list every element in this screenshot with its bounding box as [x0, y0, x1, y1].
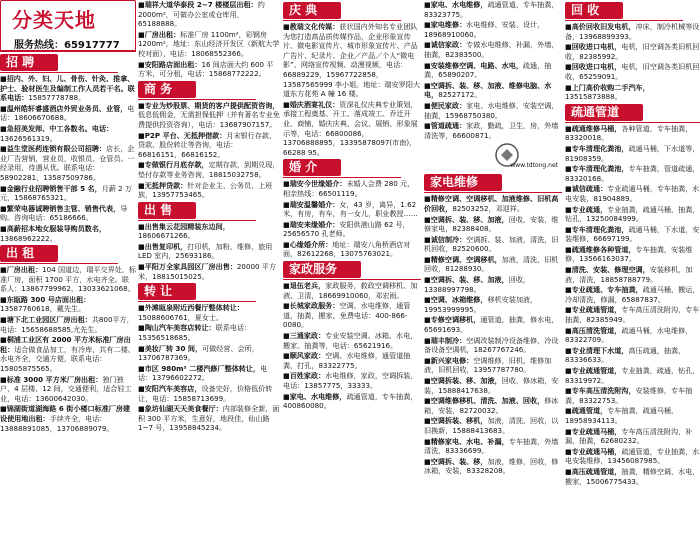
classified-ad: ■专业疏通管道，专业抽粪，疏通，钻孔，83319972。 — [565, 366, 700, 385]
classified-ad: ■空调拆装、移机，加液，清洗、回收，以旧换新，15888413683。 — [424, 416, 559, 435]
classified-ad: ■长城家政服务：空调、水电维修，通管道，抽粪，搬家，免费电话：400-866-0080。 — [283, 301, 411, 330]
section-chuzu: 出 租 — [0, 245, 58, 262]
classified-ad: ■疏通维修各种管道，专车抽粪，安装维修，13566163037。 — [565, 244, 693, 264]
ads-huishou — [565, 22, 700, 102]
classified-ad: ■专业为炒股票、期货的客户提供配资咨询，低息低佣金，无需担保低押（并有著名专业免费提供投资咨询），电话：13687907157。 — [138, 100, 280, 129]
classified-ad: ■家电、水电维修，疏通管道，专车抽粪，400860080。 — [283, 391, 418, 411]
classified-ad: ■空调拆、装、移，加液，维修，回收，修冰箱，安装，83328208。 — [424, 456, 559, 476]
classified-ad: ■便民家政：家电、水电维修，安装空调，抽粪，15968750380。 — [424, 100, 559, 120]
classified-ad: ■专业疏通、专车抽粪，疏通马桶，搬运，冷却清洗，修漏，65887837。 — [565, 285, 700, 304]
classified-ad: ■美妆厂转 30 间，可做经营、会所，13706787369。 — [138, 343, 259, 363]
classified-ad: ■瑞安来缘婚介：安阳供港山路 62 号，25656570 孔老师。 — [283, 219, 410, 239]
classified-ad: ■金融行业招聘销售干部 5 名，月薪 2 万元，15868765321。 — [0, 183, 133, 203]
classified-ad: ■厂房出租：标准厂房 1100m²，彩钢房 1200m²，地址：东山经济开发区（新航大学校对面），电话：18068552366。 — [138, 29, 280, 58]
classified-ad: ■专做银行月底存款，定期存款，到期兑现，垫付存款等业务咨询，18815032758。 — [138, 160, 280, 179]
ads-jiazheng — [283, 281, 421, 411]
classified-ad: ■回收进口电机，电机，旧空调各类旧机回收，82385992。 — [565, 42, 700, 61]
column-5 — [565, 0, 700, 544]
classified-ad: ■急招美发师、中工各数名。电话：13626561319。 — [0, 123, 114, 143]
classified-ad: ■P2P 平台、无抵押借款：月末银行存款、贷款、股份转让等咨询，电话：66816151，66816152。 — [138, 130, 277, 159]
classified-ad: ■瑞安温馨婚介：女，43 岁，离异，1.62 米，有房，有车，有一女儿，职业教授…… — [283, 199, 418, 219]
classified-ad: ■市区 980m² 二楼汽修厂整体转让，电话：13796602272。 — [138, 363, 268, 383]
classified-ad: ■塘下北工业园区厂房出租：共800平方，电话：15658688585,尤先生。 — [0, 315, 134, 334]
classified-ad: ■精修家电、水电、补漏，专车抽粪，外墙清洗，83336699。 — [424, 436, 559, 456]
header-frame — [0, 0, 136, 52]
classified-ad: ■新兴家电修：空调维修，旧机，维修加液，旧机回收，13957787780。 — [424, 355, 552, 375]
classified-ad: ■专车清理化粪池，专车抽粪，管道疏通，83320168。 — [565, 164, 700, 183]
classified-ad: ■东瓯路 300 号店面出租：13587760618，戴先生。 — [0, 294, 91, 314]
classified-ad: ■繁荣电器诚聘销售主管、销售代表，导购。咨询电话：65186666。 — [0, 203, 128, 223]
ads-hunjie — [283, 179, 421, 259]
classified-ad: ■上门高价收购二手汽车，13515873888。 — [565, 82, 650, 102]
classified-ad: ■疏通维修马桶，各种管道，专车抽粪，83320018。 — [565, 123, 693, 143]
classified-ad: ■教瑞文化传媒：获状国内外知名专业团队为您打造高品质传媒作品，企业形象宣传片、微电影宣传片、城市形象宣传片、产品广告片、纪录片、企业／产品／个人“微电影”、网络宣传视频、动漫视频，电话：66889229，15967722858，13587565999 李小姐。地址：瑞安罗阳大道东方花苑 A 幢 16 楼。 — [283, 22, 421, 99]
classified-ad: ■出售复印机，打印机，加粉，维修，旅用 LED 室内，25693186。 — [138, 241, 273, 261]
classified-ad: ■锦湖街道湖海路 6 街小楼口标准厂房建设使用地出租：手续齐全，电话：13888891085，13706889079。 — [0, 404, 131, 433]
classified-ad: ■高压清洗管道，疏通马桶，水电维修，83322709。 — [565, 325, 693, 345]
classified-ad: ■外滩瓯泉附近西餐厅整体转让：15088606761，夏女士。 — [138, 303, 245, 322]
classified-ad: ■桐浦工业区有 2000 平方米标准厂房出租：适合做食品加工，有冷库，共有二楼、水电齐全，交通方便，联系电话：15805875565。 — [0, 335, 135, 374]
classified-ad: ■专业清理下水道，高压疏通，抽粪，83336633。 — [565, 345, 686, 365]
classified-ad: ■空调维修移机、清洗、加液、回收，修冰箱，安装，82720032。 — [424, 396, 559, 415]
classified-ad: ■家电维修：水电维修、安装、设计，18968910060。 — [424, 20, 545, 39]
section-jiadian: 家电维修 — [424, 174, 502, 191]
classified-ad: ■瑞祥大道华泰段 2~7 楼楼层出租：约 2000m²，可做办公室或仓库用，65188888。 — [138, 0, 265, 29]
ads-chuzu — [0, 265, 136, 433]
classified-ad: ■空调、冰箱维修，移机安装加液，19953999995。 — [424, 295, 538, 314]
classified-ad: ■疏通管道，专车抽粪，疏通马桶，18958934113。 — [565, 406, 679, 425]
classified-ad: ■高压疏通管道，抽粪，精修空调，水电，搬家，15006775433。 — [565, 466, 700, 486]
ads-chushou — [138, 222, 280, 282]
section-huishou: 回 收 — [565, 2, 623, 19]
classified-ad: ■空调拆、装、移、加液、维修电脑、水电，82527172。 — [424, 80, 552, 100]
classified-ad: ■诚信家政：专做水电维修，补漏，外墙，抽粪，82383500。 — [424, 40, 559, 59]
classified-ad: ■高薪招本地女服装导购员数名，13868962222。 — [0, 223, 107, 243]
classified-ad: ■诚信制冷：空调拆、装、加液，清洗，旧机回收，82520600。 — [424, 234, 559, 254]
classified-ad: ■专修空调移机，通管道，抽粪，修水电，65691693。 — [424, 315, 559, 335]
column-2 — [138, 0, 280, 544]
classified-ad: ■专业疏通管道，专车高压清洗附沟，专车抽粪，82385949。 — [565, 305, 700, 325]
section-qingdian: 庆 典 — [283, 2, 341, 19]
classified-ad: ■精修空调、空调移机、加液维修、旧机高价回收，82503252，邓迎祥。 — [424, 194, 559, 213]
classified-ad: ■心缘婚介所：地址：瑞安八角桥酒店对面，82612268，13075763021。 — [283, 239, 411, 259]
classified-ad: ■清洗、安装、修理空调，安装移机，加液，清洗，18858788779。 — [565, 265, 693, 284]
classified-ad: ■招内、外、妇、儿、骨伤、针灸、推拿、护士、验材医生及编制工作人员若干名。联系电话：15857778788。 — [0, 74, 135, 103]
classified-ad: ■专车清理化粪池，疏通马桶，下水道等，81908359。 — [565, 143, 700, 163]
section-shangwu: 商 务 — [138, 81, 196, 98]
classified-ad: ■精修空调、空调移机，加液，清洗，旧机回收，81288930。 — [424, 254, 559, 274]
classified-ad: ■厂房出租：104 国道边，瑞平交界处，标准厂房，面积 1700 平方，水电齐全。联系人：13867799962，13033621068。 — [0, 265, 136, 294]
classified-ad: ■诚信疏通：专业疏通马桶，专车抽粪，水电安装，81904889。 — [565, 184, 700, 203]
site-logo — [424, 142, 562, 172]
classified-ad: ■百姓家政：水电维修，家政，空调拆装，电话：13857775，33333。 — [283, 371, 418, 390]
ads-zhuanrang — [138, 303, 280, 433]
column-4 — [424, 0, 562, 544]
classified-ad: ■婚庆酒宴礼仪：资深礼仪庆典专业策划，承接工程奠基、开工、落成竣工、乔迁开业、商铺，婚庆庆典、会议、展销、形象展示等，电话：66800086，13706888895，13395878097(市南)，66288 95。 — [283, 99, 418, 157]
classified-ad: ■标准 3000 平方米厂房出租：独门独户，4 层楼、12 间，交通便利，适合轻工业，电话：13600642030。 — [0, 374, 132, 403]
ads-tongdao — [565, 124, 700, 486]
classified-ad: ■专业疏通，专业抽粪，疏通马桶，抽粪，钻孔，13250084999。 — [565, 204, 700, 224]
classified-ad: ■出售集云花园精装东边间，18606671266。 — [138, 221, 230, 241]
classified-ad: ■瑞安今世缘婚介：未婚人会费 280 元，相亲热线：66501119。 — [283, 179, 415, 198]
section-tongdao: 疏通管道 — [565, 104, 643, 121]
column-1 — [0, 0, 136, 544]
classified-ad: ■顺风家政：空调、水电维修，通管道抽粪，打孔，83322775。 — [283, 351, 411, 370]
page-title: 分类天地 — [12, 8, 96, 32]
classified-ad: ■瑞丰制冷：空调改装制冷设备维修，冷设备设备空调机，18267767246。 — [424, 335, 559, 355]
ads-zhaopin — [0, 74, 136, 243]
ads-jiazheng-cont — [424, 0, 562, 140]
classified-ad: ■三通家政：专业安装空调、冰箱、水电，搬家、抽粪等，电话：65621916。 — [283, 331, 418, 350]
classified-ad: ■空调拆、装、移、加液，回收，安装，维修家电，82388408。 — [424, 214, 559, 234]
classified-ad: ■空调拆、装、移、加液，回收，13388997798。 — [424, 275, 531, 294]
ads-qingdian — [283, 22, 421, 157]
column-3 — [283, 0, 421, 544]
classified-ad: ■退伍老兵，家政服务，救政空调移机、加液、卫清，18669910060，邓宏雨。 — [283, 281, 418, 300]
classified-ad: ■安阳路店面出租：16 间店面大约 600 平方米，可分租，电话：15868772222。 — [138, 59, 274, 79]
ads-shangwu — [138, 101, 280, 200]
classified-ad: ■安阳汽车美容店，设备完好，价格低价转让，电话：15858713699。 — [138, 384, 273, 403]
section-chushou: 出 售 — [138, 202, 196, 219]
classified-ad: ■管道疏通：家政，勤疏，卫生，房，外墙清洗等，66600871。 — [424, 121, 559, 140]
classified-ad: ■平阳万全家具园区厂房出售：20000 平方米，18815015025。 — [138, 262, 276, 281]
classified-ad: ■象坊仙湖天天美食餐厅：内部装修全新，面积 300 平方米，生意好，地段佳，仙山路 1~7 号，13958845234。 — [138, 404, 280, 433]
classified-ad: ■益生堂医药连锁有限公司招聘：店长，企业厂告营销，营业员，收银员、仓管员。一经录用，待遇从优。联系电话：58902281，13587509786。 — [0, 144, 135, 182]
classified-ad: ■专车清理化粪池，疏通马桶，下水道，安装维修，66697199。 — [565, 224, 700, 244]
classified-ad: ■家电、水电维修，疏通管道，专车抽粪，83323775。 — [424, 0, 559, 19]
page-header — [0, 0, 136, 52]
section-hunjie: 婚 介 — [283, 159, 341, 176]
service-hotline: 服务热线：65917777 — [14, 40, 120, 51]
classified-ad: ■空调拆装、移、加液，回收，修冰箱，安装，15888417638。 — [424, 376, 559, 395]
classified-ad: ■陶山汽车美容店转让：联系电话：15356518685。 — [138, 323, 252, 343]
section-jiazheng: 家政服务 — [283, 261, 361, 278]
classified-ad: ■无抵押贷款：针对企业主、公务员、上班族，13957753465。 — [138, 180, 273, 200]
section-zhaopin: 招 聘 — [0, 54, 58, 71]
classified-ad: ■温州皓轩睿盛酒店外贸业务员、业管，电话：18606670688。 — [0, 103, 135, 123]
classified-ad: ■专业疏通马桶，专车高压清洗附沟，补漏，抽粪，62680232。 — [565, 426, 693, 446]
classified-ad: ■安装维修空调、电路、水电，疏通，抽粪，65890207。 — [424, 60, 552, 80]
ads-jiadian — [424, 194, 562, 476]
ads-chuzu-cont — [138, 0, 280, 79]
logo-url: www.tdtong.net — [510, 162, 558, 170]
classified-ad: ■专业疏通马桶，疏通管道，专业抽粪，水电安装维修，13456087985。 — [565, 446, 700, 466]
classified-ad: ■回收进口电机，电机，旧空调各类旧机回收，65259091。 — [565, 62, 700, 81]
classified-ad: ■高价回收旧发电机，冲床，制冷机械等设备，13968899393。 — [565, 22, 700, 41]
section-zhuanrang: 转 让 — [138, 283, 196, 300]
classified-ad: ■专车高压清洗附沟，安装维修，专车抽粪，83322753。 — [565, 386, 693, 405]
